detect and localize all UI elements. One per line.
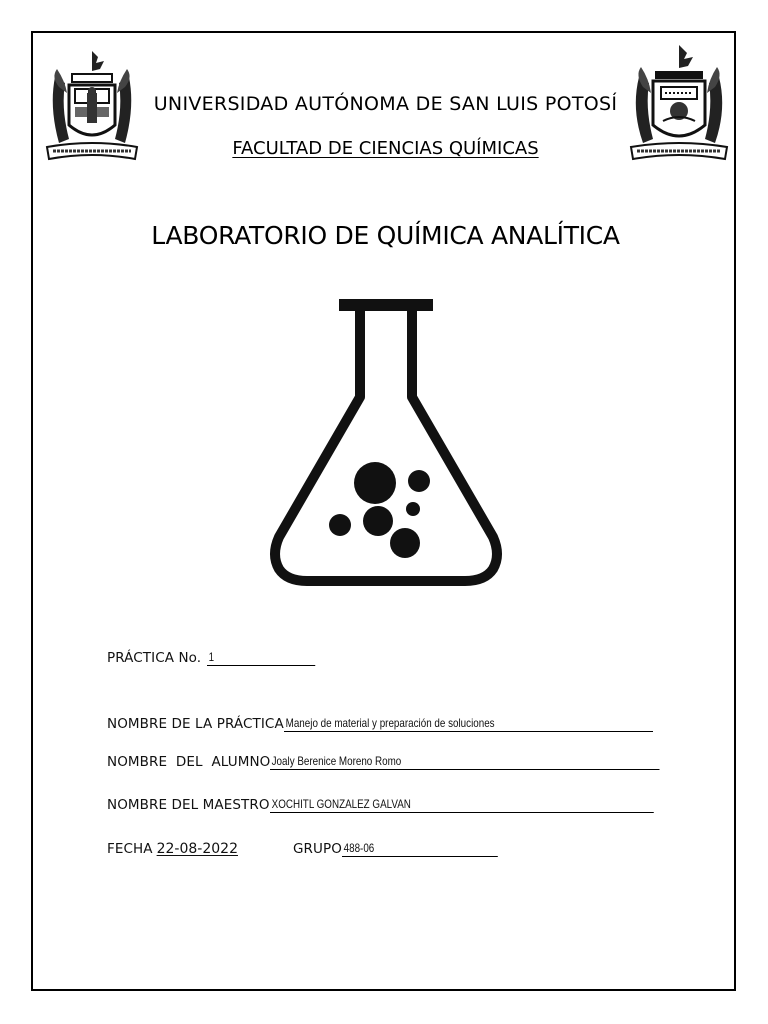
student-name-value: Joaly Berenice Moreno Romo (270, 754, 660, 770)
faculty-name: FACULTAD DE CIENCIAS QUÍMICAS (232, 138, 539, 159)
practice-name-value: Manejo de material y preparación de soluciones (284, 716, 653, 732)
practice-name-field (107, 716, 734, 732)
group-label: GRUPO (293, 841, 342, 857)
teacher-name-value: XOCHITL GONZALEZ GALVAN (270, 797, 654, 813)
group-field (293, 841, 532, 857)
date-value: 22-08-2022 (156, 841, 238, 857)
date-label: FECHA (107, 841, 153, 857)
practice-number-field (107, 650, 339, 666)
document-page (31, 31, 736, 991)
practice-number-label: PRÁCTICA No. (107, 650, 202, 666)
group-value: 488-06 (342, 841, 498, 857)
lab-title: LABORATORIO DE QUÍMICA ANALÍTICA (151, 221, 620, 250)
student-name-field (107, 754, 745, 770)
practice-number-value: 1 (207, 650, 315, 666)
date-field (107, 841, 238, 857)
practice-name-label: NOMBRE DE LA PRÁCTICA (107, 716, 284, 732)
student-name-label: NOMBRE DEL ALUMNO (107, 754, 271, 770)
university-name: UNIVERSIDAD AUTÓNOMA DE SAN LUIS POTOSÍ (153, 93, 618, 115)
erlenmeyer-flask-icon (267, 297, 505, 589)
teacher-name-field (107, 797, 738, 813)
teacher-name-label: NOMBRE DEL MAESTRO (107, 797, 270, 813)
